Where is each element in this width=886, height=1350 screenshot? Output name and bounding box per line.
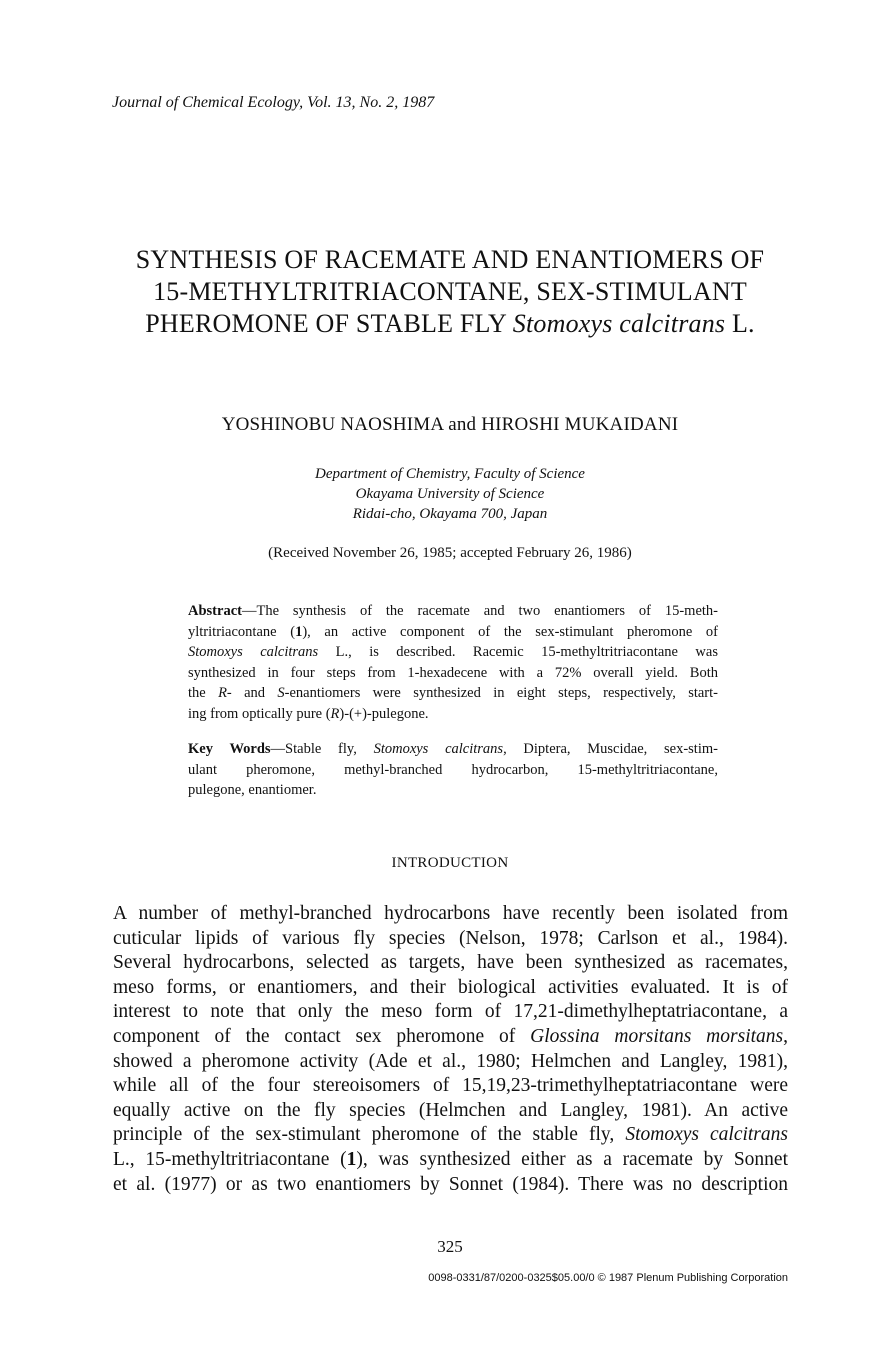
stereo-descriptor: S <box>277 685 285 701</box>
species-name: Glossina morsitans morsitans <box>530 1025 784 1047</box>
compound-number: 1 <box>346 1148 357 1170</box>
body-text: , <box>783 1025 788 1047</box>
body-line <box>113 1148 788 1173</box>
key-words <box>188 739 718 801</box>
abstract-text: ing from optically pure ( <box>188 705 331 722</box>
body-line: interest to note that only the meso form of 17,21-dimethylheptatriacontane, a <box>113 1001 788 1023</box>
title-prefix: PHEROMONE OF STABLE FLY <box>145 309 513 338</box>
keywords-text: —Stable fly, <box>270 741 374 757</box>
affiliation-line-2: Okayama University of Science <box>355 486 545 502</box>
body-text: principle of the sex-stimulant pheromone of the stable fly, <box>113 1124 626 1146</box>
page-number: 325 <box>437 1237 463 1256</box>
received-dates: (Received November 26, 1985; accepted February 26, 1986) <box>268 545 632 561</box>
keywords-label: Key Words <box>188 741 271 757</box>
journal-citation: Journal of Chemical Ecology, Vol. 13, No. 2, 1987 <box>112 94 435 111</box>
abstract-line-5 <box>188 683 718 704</box>
title-line-2: 15-METHYLTRITRIACONTANE, SEX-STIMULANT <box>153 277 747 306</box>
abstract-line-2 <box>188 622 718 643</box>
title-line-3 <box>60 308 840 340</box>
body-text: component of the contact sex pheromone of <box>113 1025 531 1047</box>
body-line: et al. (1977) or as two enantiomers by Sonnet (1984). There was no description <box>113 1173 788 1195</box>
affiliation-line-3: Ridai-cho, Okayama 700, Japan <box>352 506 548 522</box>
abstract <box>188 601 718 724</box>
body-line <box>113 1123 788 1148</box>
affiliation-line-1: Department of Chemistry, Faculty of Science <box>315 466 585 482</box>
title-suffix: L. <box>725 309 755 338</box>
abstract-text: yltritriacontane ( <box>188 623 296 640</box>
body-text: L., 15-methyltritriacontane ( <box>113 1148 347 1170</box>
body-line: meso forms, or enantiomers, and their biological activities evaluated. It is of <box>113 976 788 998</box>
body-line: showed a pheromone activity (Ade et al., 1980; Helmchen and Langley, 1981), <box>113 1050 788 1072</box>
abstract-line-3 <box>188 642 718 663</box>
abstract-text: ), an active component of the sex-stimulant pheromone of <box>302 623 718 640</box>
introduction-paragraph <box>113 902 788 1197</box>
copyright-line: 0098-0331/87/0200-0325$05.00/0 © 1987 Plenum Publishing Corporation <box>428 1272 788 1284</box>
keywords-line-3: pulegone, enantiomer. <box>188 782 317 798</box>
abstract-line-1 <box>188 601 718 622</box>
compound-number: 1 <box>295 623 303 640</box>
paper-title <box>60 244 840 340</box>
keywords-text: , Diptera, Muscidae, sex-stim- <box>503 741 718 757</box>
keywords-line-2: ulant pheromone, methyl-branched hydrocarbon, 15-methyltritriacontane, <box>188 761 718 778</box>
body-line: equally active on the fly species (Helmchen and Langley, 1981). An active <box>113 1099 788 1121</box>
body-line: Several hydrocarbons, selected as targets, have been synthesized as racemates, <box>113 952 788 974</box>
body-text: ), was synthesized either as a racemate by Sonnet <box>356 1148 788 1170</box>
title-line-1: SYNTHESIS OF RACEMATE AND ENANTIOMERS OF <box>135 245 765 274</box>
abstract-label: Abstract <box>188 603 242 619</box>
section-heading-introduction: INTRODUCTION <box>391 855 509 871</box>
species-name: Stomoxys calcitrans <box>373 741 504 757</box>
abstract-line-6 <box>188 704 718 725</box>
body-line: A number of methyl-branched hydrocarbons have recently been isolated from <box>113 903 788 924</box>
abstract-text: -enantiomers were synthesized in eight steps, respectively, start- <box>284 685 718 701</box>
species-name: Stomoxys calcitrans <box>188 644 319 660</box>
abstract-text: —The synthesis of the racemate and two enantiomers of 15-meth- <box>241 603 718 619</box>
authors: YOSHINOBU NAOSHIMA and HIROSHI MUKAIDANI <box>221 414 679 435</box>
stereo-descriptor: R <box>218 685 227 701</box>
body-line: while all of the four stereoisomers of 15,19,23-trimethylheptatriacontane were <box>113 1075 788 1097</box>
body-line <box>113 1025 788 1050</box>
abstract-text: the <box>188 685 219 701</box>
abstract-line-4: synthesized in four steps from 1-hexadecene with a 72% overall yield. Both <box>188 664 718 681</box>
keywords-line-1 <box>188 739 718 760</box>
affiliation <box>0 464 886 524</box>
body-line: cuticular lipids of various fly species (Nelson, 1978; Carlson et al., 1984). <box>113 927 788 949</box>
abstract-text: L., is described. Racemic 15-methyltritriacontane was <box>318 644 718 660</box>
abstract-text: - and <box>226 685 278 701</box>
species-name: Stomoxys calcitrans <box>625 1124 788 1146</box>
title-species: Stomoxys calcitrans <box>512 309 726 338</box>
stereo-descriptor: R <box>330 705 340 722</box>
abstract-text: )-(+)-pulegone. <box>339 705 429 722</box>
